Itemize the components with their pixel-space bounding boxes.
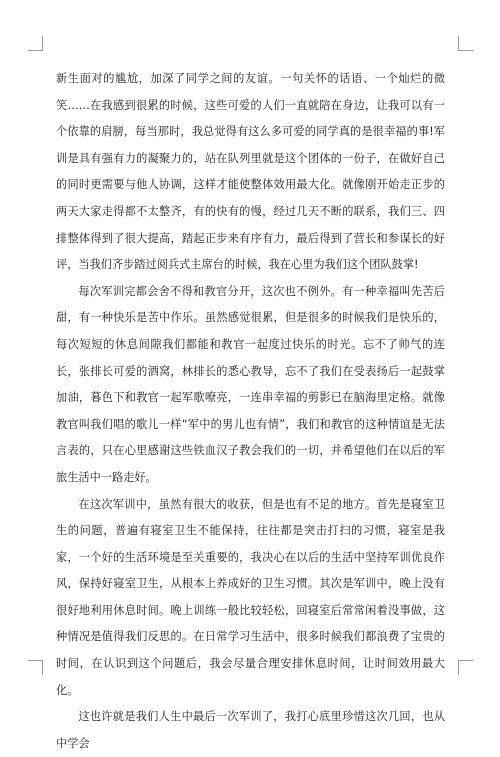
paragraph: 这也许就是我们人生中最后一次军训了，我打心底里珍惜这次几回，也从中学会 [56,710,445,750]
crop-mark-top-left [28,36,43,51]
paragraph: 在这次军训中，虽然有很大的收获，但是也有不足的地方。首先是寝室卫生的问题，普遍有寝室卫生不能保持，往往都是突击打扫的习惯，寝室是我家，一个好的生活环境是至关重要的，我决心在以后的生活中坚持军训优良作风，保持好寝室卫生，从根本上养成好的卫生习惯。其次是军训中，晚上没有很好地利用休息时间。晚上训练一般比较轻松，回寝室后常常闲着没事做，这种情况是值得我们反思的。在日常学习生活中，很多时候我们都浪费了宝贵的时间，在认识到这个问题后，我会尽量合理安排休息时间，让时间效用最大化。 [56,497,445,697]
document-body [56,66,445,757]
paragraph: 新生面对的尴尬，加深了同学之间的友谊。一句关怀的话语、一个灿烂的微笑……在我感到很累的时候，这些可爱的人们一直就陪在身边，让我可以有一个依靠的肩膀，每当那时，我总觉得有这么多可爱的同学真的是很幸福的事!军训是具有强有力的凝聚力的，站在队列里就是这个团体的一份子，在做好自己的同时更需要与他人协调，这样才能使整体效用最大化。就像刚开始走正步的两天大家走得都不太整齐，有的快有的慢，经过几天不断的联系，我们三、四排整体得到了很大提高，踏起正步来有序有力，最后得到了营长和参谋长的好评，当我们齐步踏过阅兵式主席台的时候，我在心里为我们这个团队鼓掌! [56,72,445,272]
crop-mark-bottom-right [458,660,473,675]
crop-mark-top-right [458,36,473,51]
paragraph: 每次军训完都会舍不得和教官分开，这次也不例外。有一种幸福叫先苦后甜，有一种快乐是苦中作乐。虽然感觉很累，但是很多的时候我们是快乐的，每次短短的休息间隙我们都能和教官一起度过快乐的时光。忘不了帅气的连长，张排长可爱的酒窝，林排长的悉心教导，忘不了我们在受表扬后一起鼓掌加油，暮色下和教官一起军歌嘹亮，一连串幸福的剪影已在脑海里定格。就像教官叫我们唱的歌儿一样“军中的男儿也有情”，我们和教官的这种情谊是无法言表的，只在心里感谢这些铁血汉子教会我们的一切，并希望他们在以后的军旅生活中一路走好。 [56,284,445,484]
crop-mark-bottom-left [28,660,43,675]
